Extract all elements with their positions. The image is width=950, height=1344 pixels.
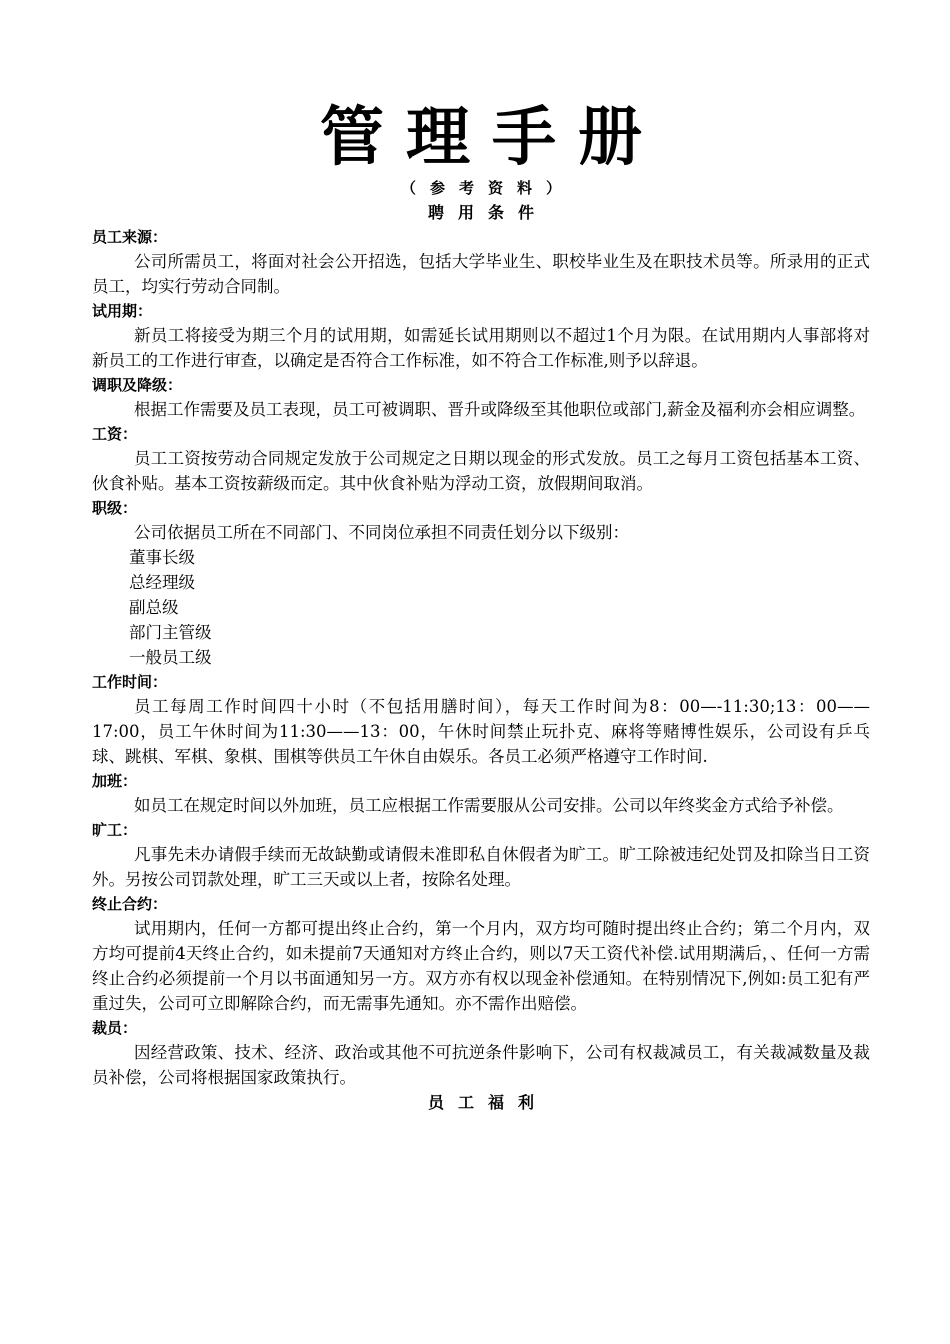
section-layoff: [92, 1016, 870, 1090]
paragraph-salary: 员工工资按劳动合同规定发放于公司规定之日期以现金的形式发放。员工之每月工资包括基本工资、伙食补贴。基本工资按薪级而定。其中伙食补贴为浮动工资，放假期间取消。: [92, 449, 870, 493]
rank-level-item: 一般员工级: [129, 648, 212, 667]
rank-level-list: [92, 545, 870, 670]
paragraph-rank: 公司依据员工所在不同部门、不同岗位承担不同责任划分以下级别：: [134, 523, 629, 542]
heading-absenteeism: 旷工：: [92, 821, 138, 839]
paragraph-employee-source: 公司所需员工，将面对社会公开招选，包括大学毕业生、职校毕业生及在职技术员等。所录用的正式员工，均实行劳动合同制。: [92, 252, 870, 296]
rank-level-item: 副总级: [129, 598, 179, 617]
paragraph-working-hours: 员工每周工作时间四十小时（不包括用膳时间），每天工作时间为8：00—-11:30;13：00——17:00，员工午休时间为11:30——13：00，午休时间禁止玩扑克、麻将等赌博性娱乐，公司设有乒乓球、跳棋、军棋、象棋、围棋等供员工午休自由娱乐。各员工必须严格遵守工作时间.: [92, 697, 870, 766]
section-transfer: [92, 373, 870, 422]
section-rank: [92, 496, 870, 670]
paragraph-layoff: 因经营政策、技术、经济、政治或其他不可抗逆条件影响下，公司有权裁减员工，有关裁减数量及裁员补偿，公司将根据国家政策执行。: [92, 1043, 870, 1087]
heading-termination: 终止合约：: [92, 895, 168, 913]
paragraph-probation: 新员工将接受为期三个月的试用期，如需延长试用期则以不超过1个月为限。在试用期内人事部将对新员工的工作进行审查，以确定是否符合工作标准，如不符合工作标准,则予以辞退。: [92, 326, 870, 370]
document-page: [92, 100, 870, 1115]
heading-probation: 试用期：: [92, 302, 153, 320]
paragraph-termination: 试用期内，任何一方都可提出终止合约，第一个月内，双方均可随时提出终止合约；第二个月内，双方均可提前4天终止合约，如未提前7天通知对方终止合约，则以7天工资代补偿.试用期满后，、任何一方需终止合约必须提前一个月以书面通知另一方。双方亦有权以现金补偿通知。在特别情况下,例如:员工犯有严重过失，公司可立即解除合约，而无需事先通知。亦不需作出赔偿。: [92, 919, 870, 1013]
paragraph-overtime: 如员工在规定时间以外加班，员工应根据工作需要服从公司安排。公司以年终奖金方式给予补偿。: [134, 796, 844, 815]
document-title: 管理手册: [320, 101, 664, 175]
section-heading-employment-terms: 聘用条件: [427, 203, 548, 222]
heading-layoff: 裁员：: [92, 1019, 138, 1037]
section-employee-source: [92, 225, 870, 299]
section-overtime: [92, 769, 870, 818]
heading-working-hours: 工作时间：: [92, 673, 168, 691]
rank-level-item: 总经理级: [129, 573, 195, 592]
heading-salary: 工资：: [92, 425, 138, 443]
section-salary: [92, 422, 870, 496]
section-termination: [92, 892, 870, 1016]
heading-transfer: 调职及降级：: [92, 376, 183, 394]
section-absenteeism: [92, 818, 870, 892]
heading-rank: 职级：: [92, 499, 138, 517]
paragraph-absenteeism: 凡事先未办请假手续而无故缺勤或请假未准即私自休假者为旷工。旷工除被违纪处罚及扣除当日工资外。另按公司罚款处理，旷工三天或以上者，按除名处理。: [92, 845, 870, 889]
heading-employee-source: 员工来源：: [92, 228, 168, 246]
section-probation: [92, 299, 870, 373]
document-subtitle: （参考资料）: [400, 179, 575, 197]
section-working-hours: [92, 670, 870, 769]
section-heading-employee-benefits: 员工福利: [427, 1093, 548, 1112]
rank-level-item: 董事长级: [129, 548, 195, 567]
heading-overtime: 加班：: [92, 772, 138, 790]
paragraph-transfer: 根据工作需要及员工表现，员工可被调职、晋升或降级至其他职位或部门,薪金及福利亦会相应调整。: [134, 400, 866, 419]
rank-level-item: 部门主管级: [129, 623, 212, 642]
